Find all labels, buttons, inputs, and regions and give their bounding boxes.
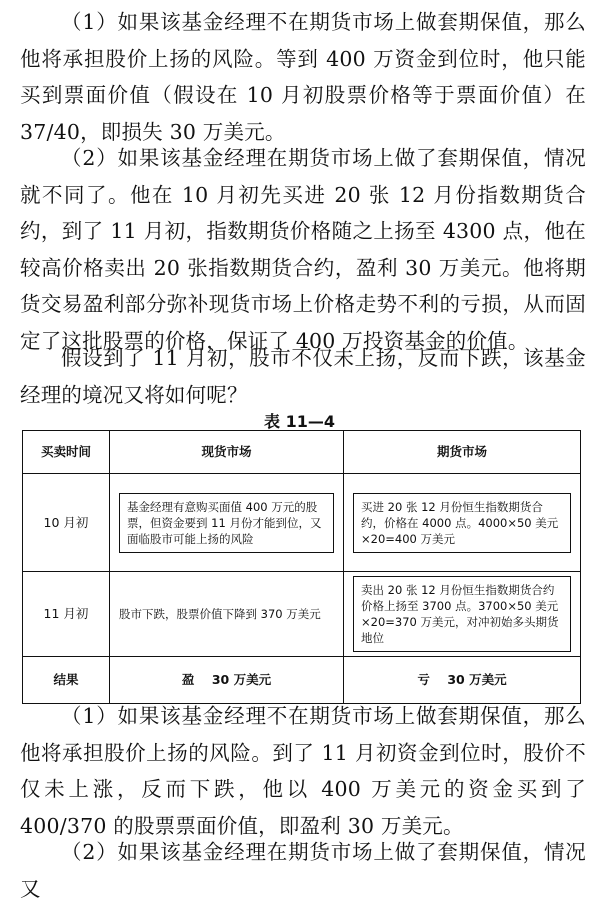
hedging-table (22, 430, 581, 704)
result-spot-word: 盈 (181, 672, 195, 687)
table-header-row (23, 431, 581, 474)
row-futures-cell (344, 474, 581, 572)
header-spot: 现货市场 (110, 431, 344, 474)
header-futures: 期货市场 (344, 431, 581, 474)
table-caption: 表 11—4 (264, 412, 335, 431)
row-spot-cell (110, 474, 344, 572)
table-row (23, 474, 581, 572)
paragraph-no-hedge-fall: （1）如果该基金经理不在期货市场上做套期保值，那么他将承担股价上扬的风险。到了 11 月初资金到位时，股价不仅未上涨，反而下跌，他以 400 万美元的资金买到了 400/370 的股票票面价值，即盈利 30 万美元。 (20, 704, 586, 838)
row-spot: 股市下跌，股票价值下降到 370 万美元 (119, 607, 321, 621)
result-spot-amount: 30 万美元 (211, 672, 272, 687)
row-spot-cell (110, 572, 344, 657)
row-futures: 买进 20 张 12 月份恒生指数期货合约，价格在 4000 点。4000×50 美元×20=400 万美元 (353, 493, 571, 553)
paragraph-no-hedge-rise: （1）如果该基金经理不在期货市场上做套期保值，那么他将承担股价上扬的风险。等到 400 万资金到位时，他只能买到票面价值（假设在 10 月初股票价格等于票面价值）在 37/40，即损失 30 万美元。 (20, 10, 586, 144)
row-time: 10 月初 (23, 474, 110, 572)
paragraph-hedge-fall: （2）如果该基金经理在期货市场上做了套期保值，情况又 (20, 840, 586, 901)
table-result-row (23, 657, 581, 704)
result-spot (110, 657, 344, 704)
result-futures-amount: 30 万美元 (447, 672, 507, 687)
result-futures (344, 657, 581, 704)
table-row (23, 572, 581, 657)
paragraph-question: 假设到了 11 月初，股市不仅未上扬，反而下跌，该基金经理的境况又将如何呢？ (20, 346, 586, 407)
result-label: 结果 (23, 657, 110, 704)
row-futures-cell (344, 572, 581, 657)
row-spot: 基金经理有意购买面值 400 万元的股票，但资金要到 11 月份才能到位，又面临股市可能上扬的风险 (119, 493, 334, 553)
row-time: 11 月初 (23, 572, 110, 657)
paragraph-hedge-rise: （2）如果该基金经理在期货市场上做了套期保值，情况就不同了。他在 10 月初先买进 20 张 12 月份指数期货合约，到了 11 月初，指数期货价格随之上扬至 4300 点，他在较高价格卖出 20 张指数期货合约，盈利 30 万美元。他将期货交易盈利部分弥补现货市场上价格走势不利的亏损，从而固定了这批股票的价格，保证了 400 万投资基金的价值。 (20, 146, 586, 353)
row-futures: 卖出 20 张 12 月份恒生指数期货合约价格上扬至 3700 点。3700×50 美元×20=370 万美元，对冲初始多头期货地位 (353, 576, 571, 652)
header-time: 买卖时间 (23, 431, 110, 474)
result-futures-word: 亏 (417, 672, 430, 687)
